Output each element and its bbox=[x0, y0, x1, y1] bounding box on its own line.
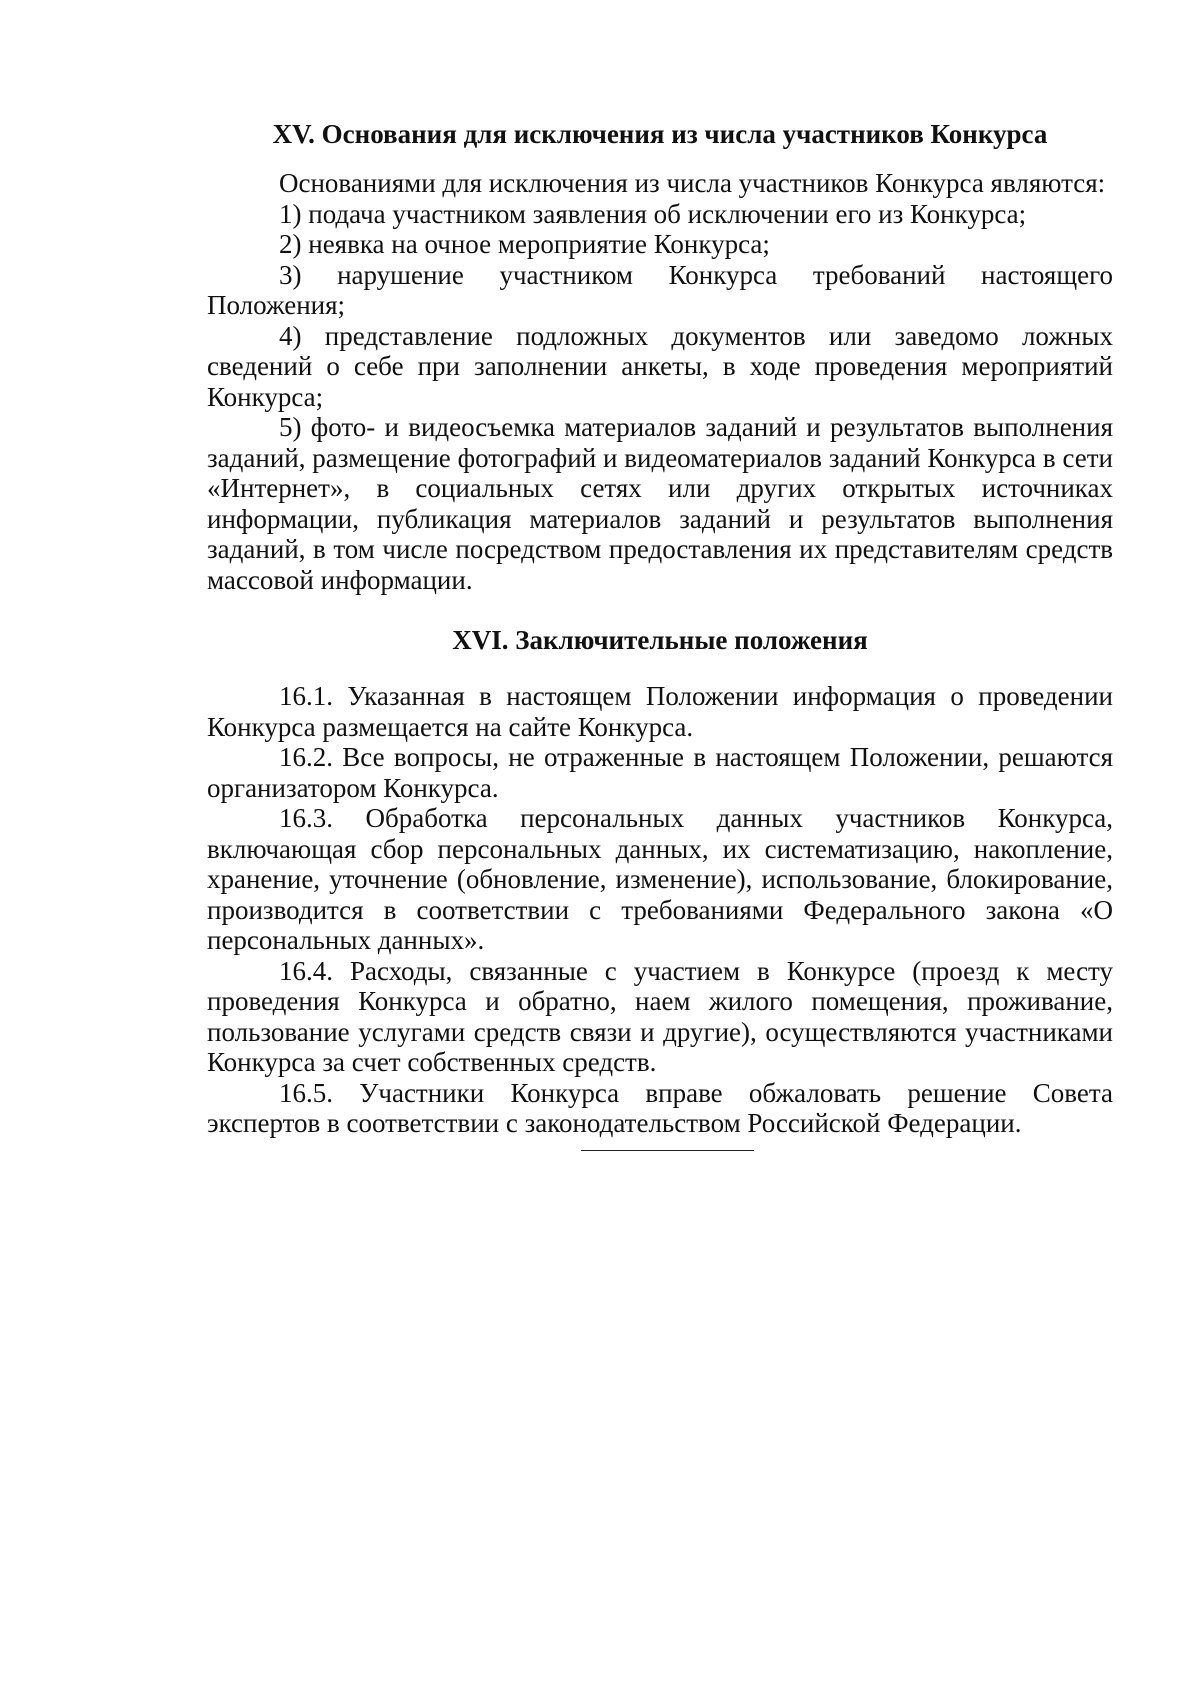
section-15-item-1: 1) подача участником заявления об исключении его из Конкурса; bbox=[279, 198, 1027, 229]
document-content bbox=[207, 117, 1113, 1139]
section-16-body bbox=[207, 681, 1113, 1139]
clause-16-3: 16.3. Обработка персональных данных участников Конкурса, включающая сбор персональных данных, их систематизацию, накопление, хранение, уточнение (обновление, изменение), использование, блокирование, производится в соответствии с требованиями Федерального закона «О персональных данных». bbox=[207, 803, 1113, 955]
clause-16-4: 16.4. Расходы, связанные с участием в Конкурсе (проезд к месту проведения Конкурса и обратно, наем жилого помещения, проживание, пользование услугами средств связи и другие), осуществляются участниками Конкурса за счет собственных средств. bbox=[207, 955, 1113, 1077]
clause-16-5: 16.5. Участники Конкурса вправе обжаловать решение Совета экспертов в соответствии с законодательством Российской Федерации. bbox=[207, 1077, 1113, 1138]
end-of-document-rule bbox=[581, 1150, 754, 1151]
clause-16-2: 16.2. Все вопросы, не отраженные в настоящем Положении, решаются организатором Конкурса. bbox=[207, 742, 1113, 803]
clause-16-1: 16.1. Указанная в настоящем Положении информация о проведении Конкурса размещается на сайте Конкурса. bbox=[207, 681, 1113, 742]
section-15-intro: Основаниями для исключения из числа участников Конкурса являются: bbox=[279, 168, 1106, 198]
section-15-body bbox=[207, 168, 1113, 595]
section-15-item-2: 2) неявка на очное мероприятие Конкурса; bbox=[279, 229, 770, 259]
section-15-item-3: 3) нарушение участником Конкурса требований настоящего Положения; bbox=[207, 259, 1113, 320]
section-15-item-5: 5) фото- и видеосъемка материалов заданий и результатов выполнения заданий, размещение фотографий и видеоматериалов заданий Конкурса в сети «Интернет», в социальных сетях или других открытых источниках информации, публикация материалов заданий и результатов выполнения заданий, в том числе посредством предоставления их представителям средств массовой информации. bbox=[207, 412, 1113, 595]
section-15-item-4: 4) представление подложных документов или заведомо ложных сведений о себе при заполнении анкеты, в ходе проведения мероприятий Конкурса; bbox=[207, 320, 1113, 412]
section-15-heading: XV. Основания для исключения из числа участников Конкурса bbox=[272, 119, 1048, 149]
section-16-heading: XVI. Заключительные положения bbox=[452, 625, 868, 655]
